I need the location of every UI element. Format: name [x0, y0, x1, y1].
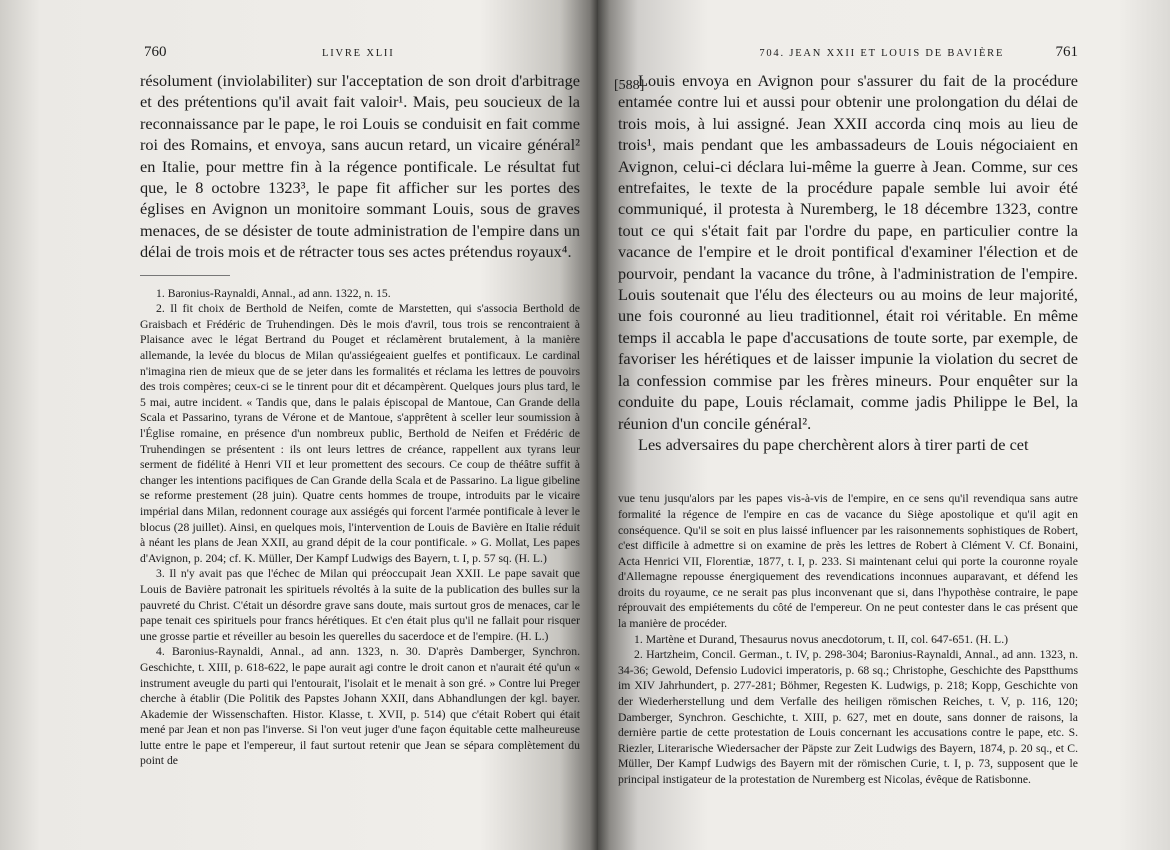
footnote: 2. Hartzheim, Concil. German., t. IV, p. 298-304; Baronius-Raynaldi, Annal., ad ann. 1323, n. 34-36; Gewold, Defensio Ludovici imperatoris, p. 68 sq.; Christophe, Geschichte des Papstthums im XIV Jahrhundert, p. 277-281; Böhmer, Regesten K. Ludwigs, p. 218; Kopp, Geschichte von der Wiederherstellung und dem Verfalle des heiligen römischen Reiches, t. V, p. 116, 120; Damberger, Synchron. Geschichte, t. XIII, p. 627, met en doute, sans donner de raisons, la dernière partie de cette protestation de Louis concernant les accusations contre le pape, etc. S. Riezler, Literarische Wiedersacher der Päpste zur Zeit Ludwigs des Bayern, 1874, p. 20 sq., et C. Müller, Der Kampf Ludwigs des Bayern mit der römischen Curie, t. I, p. 73, supposent que le principal instigateur de la protestation de Nuremberg est Nicolas, évêque de Ratisbonne. — [618, 648, 1078, 786]
footnote: 4. Baronius-Raynaldi, Annal., ad ann. 1323, n. 30. D'après Damberger, Synchron. Geschichte, t. XIII, p. 618-622, le pape aurait agi contre le droit canon et n'aurait été qu'un « instrument aveugle du parti qui l'entourait, l'isolait et le menait à son gré. » Contre lui Preger cherche à établir (Die Politik des Papstes Johann XXII, dans Abhandlungen der kgl. bayer. Akademie der Wissenschaften. Histor. Klasse, t. XVII, p. 514) que c'était Robert qui était mené par Jean et non pas l'inverse. Si l'on veut juger d'une façon équitable cette malheureuse lutte entre le pape et l'empereur, il faut surtout retenir que Jean se sépara complètement du point de — [140, 645, 580, 768]
right-head-title: 704. JEAN XXII ET LOUIS DE BAVIÈRE — [759, 48, 1005, 59]
footnote-separator — [140, 275, 230, 276]
right-body-text — [618, 70, 1078, 455]
margin-page-reference: [588] — [614, 78, 645, 93]
footnote-continuation: vue tenu jusqu'alors par les papes vis-à-vis de l'empire, en ce sens qu'il revendiqua sans autre formalité la régence de l'empire en cas de vacance du Siège apostolique et qu'il agit en conséquence. Qu'il se soit en plus laissé influencer par les raisonnements sophistiques de Robert, c'est difficile à admettre si on examine de près les lettres de Robert à Clément V. Cf. Bonaini, Acta Henrici VII, Florentiæ, 1877, t. I, p. 233. Si maintenant celui qui porte la couronne royale d'Allemagne repousse énergiquement des revendications inconnues auparavant, et défend les droits du royaume, ce ne serait pas plus inconvenant que si, dans l'hypothèse contraire, le pape réprouvait des empiétements du côté de l'empereur. On ne peut contester dans le cas présent que la manière de procéder. — [618, 492, 1078, 631]
footnote: 1. Martène et Durand, Thesaurus novus anecdotorum, t. II, col. 647-651. (H. L.) — [634, 632, 1009, 646]
right-footnotes — [618, 491, 1078, 787]
right-page — [598, 0, 1170, 850]
left-head-title: LIVRE XLII — [321, 48, 395, 59]
left-footnotes — [140, 286, 580, 769]
left-running-head — [144, 44, 580, 66]
footnote: 3. Il n'y avait pas que l'échec de Milan qui préoccupait Jean XXII. Le pape savait que Louis de Bavière patronait les spirituels révoltés à la suite de la publication des bulles sur la pauvreté du Christ. C'était un désordre grave sans doute, mais surtout gros de menaces, car le pape tenait ces spirituels pour francs hérétiques. Et c'en était plus qu'il ne fallait pour risquer une grosse partie et réveiller au besoin les querelles du sacerdoce et de l'empire. (H. L.) — [140, 567, 580, 643]
right-body-paragraph: Les adversaires du pape cherchèrent alors à tirer parti de cet — [638, 434, 1029, 454]
right-folio: 761 — [1055, 44, 1078, 60]
left-body-paragraph: résolument (inviolabiliter) sur l'acceptation de son droit d'arbitrage et des prétentions qu'il avait fait valoir¹. Mais, peu soucieux de la reconnaissance par le pape, le roi Louis se conduisit en fait comme roi des Romains, et envoya, sans aucun retard, un vicaire général² en Italie, pour mettre fin à la régence pontificale. Le résultat fut que, le 8 octobre 1323³, le pape fit afficher sur les portes des églises en Avignon un monitoire sommant Louis, sous de graves menaces, de se désister de toute administration de l'empire dans un délai de trois mois et de rétracter tous ses actes prétendus royaux⁴. — [140, 71, 580, 262]
left-folio: 760 — [144, 44, 167, 60]
footnote: 1. Baronius-Raynaldi, Annal., ad ann. 1322, n. 15. — [156, 286, 391, 300]
right-body-paragraph: Louis envoya en Avignon pour s'assurer du fait de la procédure entamée contre lui et aussi pour obtenir une prolongation du délai de trois mois, à lui assigné. Jean XXII accorda cinq mois au lieu de trois¹, mais pendant que les ambassadeurs de Louis négociaient en Avignon, celui-ci déclara lui-même la guerre à Jean. Comme, sur ces entrefaites, le texte de la procédure papale semble lui avoir été communiqué, il protesta à Nuremberg, le 18 décembre 1323, contre tout ce qui s'était fait par l'ordre du pape, en particulier contre la vacance de l'empire et le droit pontifical d'examiner l'élection et de pourvoir, pendant la vacance du trône, à l'administration de l'empire. Louis soutenait que l'élu des électeurs ou au moins de leur majorité, une fois couronné au lieu traditionnel, était roi véritable. En même temps il accabla le pape d'accusations de toute sorte, par exemple, de favoriser les hérétiques et de laisser impunie la violation du secret de la confession commise par les frères mineurs. Pour enquêter sur la conduite du pape, Louis réclamait, comme jadis Philippe le Bel, la réunion d'un concile général². — [618, 71, 1078, 433]
left-body-text — [140, 70, 580, 263]
right-running-head — [618, 44, 1078, 66]
footnote: 2. Il fit choix de Berthold de Neifen, comte de Marstetten, qui s'associa Berthold de Graisbach et Frédéric de Truhendingen. Dès le mois d'avril, tous trois se rencontraient à Plaisance avec le légat Bertrand du Pouget et réclamèrent brutalement, à la manière allemande, la levée du blocus de Milan qu'assiégeaient guelfes et pontificaux. Le cardinal n'imagina rien de mieux que de se jeter dans les formalités et réclama les lettres de pouvoirs des trois compères; ceux-ci se le tinrent pour dit et décampèrent. Quelques jours plus tard, le 5 mai, autre incident. « Tandis que, dans le palais épiscopal de Mantoue, Can Grande della Scala et Passarino, tyrans de Vérone et de Mantoue, s'apprêtent à sceller leur soumission à l'Église romaine, en présence d'un nombreux public, Berthold de Neifen et Frédéric de Truhendingen se présentent : ils ont leurs lettres de créance, rappellent aux tyrans leur serment de fidélité à Henri VII et leur promettent des secours. Ce coup de théâtre suffit à changer les intentions pacifiques de Can Grande della Scala et de Passarino. La ligue gibeline se reforme prestement (28 juin). Quatre cents hommes de troupe, introduits par le vicaire impérial dans Milan, redonnent courage aux assiégés qui forcent l'armée pontificale à lever le blocus (28 juillet). Ainsi, en quelques mois, l'intervention de Louis de Bavière en Italie réduit à néant les plans de Jean XXII, au grand dépit de la cour pontificale. » G. Mollat, Les papes d'Avignon, p. 204; cf. K. Müller, Der Kampf Ludwigs des Bayern, t. I, p. 57 sq. (H. L.) — [140, 302, 580, 565]
